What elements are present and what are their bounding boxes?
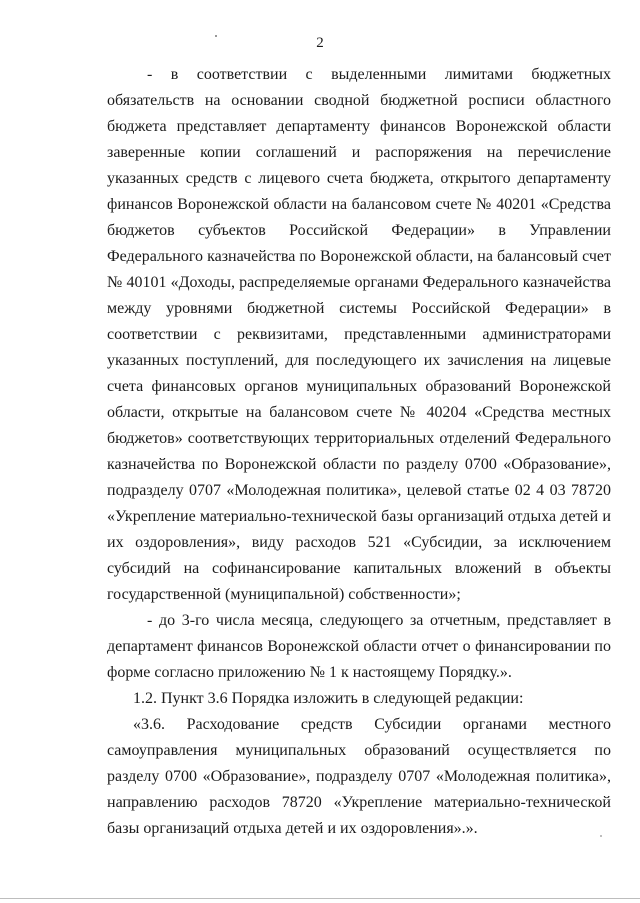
paragraph-clause-3-6: «3.6. Расходование средств Субсидии органами местного самоуправления муниципальных образований осуществляется по разделу 0700 «Образование», подразделу 0707 «Молодежная политика», направлению расходов 78720 «Укрепление материально-технической базы организаций отдыха детей и их оздоровления».». — [107, 716, 611, 837]
page-number: 2 — [316, 35, 324, 51]
paragraph-clause-1-2: 1.2. Пункт 3.6 Порядка изложить в следующей редакции: — [133, 690, 524, 707]
page-bottom-edge — [0, 898, 640, 899]
scan-speck — [215, 35, 217, 37]
paragraph-report-deadline: - до 3-го числа месяца, следующего за отчетным, представляет в департамент финансов Воронежской области отчет о финансировании по форме согласно приложению № 1 к настоящему Порядку.». — [107, 612, 611, 681]
paragraph-budget-transfer: - в соответствии с выделенными лимитами бюджетных обязательств на основании сводной бюджетной росписи областного бюджета представляет департаменту финансов Воронежской области заверенные копии соглашений и распоряжения на перечисление указанных средств с лицевого счета бюджета, открытого департаменту финансов Воронежской области на балансовом счете № 40201 «Средства бюджетов субъектов Российской Федерации» в Управлении Федерального казначейства по Воронежской области, на балансовый счет № 40101 «Доходы, распределяемые органами Федерального казначейства между уровнями бюджетной системы Российской Федерации» в соответствии с реквизитами, представленными администраторами указанных поступлений, для последующего их зачисления на лицевые счета финансовых органов муниципальных образований Воронежской области, открытые на балансовом счете № 40204 «Средства местных бюджетов» соответствующих территориальных отделений Федерального казначейства по Воронежской области по разделу 0700 «Образование», подразделу 0707 «Молодежная политика», целевой статье 02 4 03 78720 «Укрепление материально-технической базы организаций отдыха детей и их оздоровления», виду расходов 521 «Субсидии, за исключением субсидий на софинансирование капитальных вложений в объекты государственной (муниципальной) собственности»; — [107, 66, 611, 603]
document-body — [107, 62, 611, 842]
